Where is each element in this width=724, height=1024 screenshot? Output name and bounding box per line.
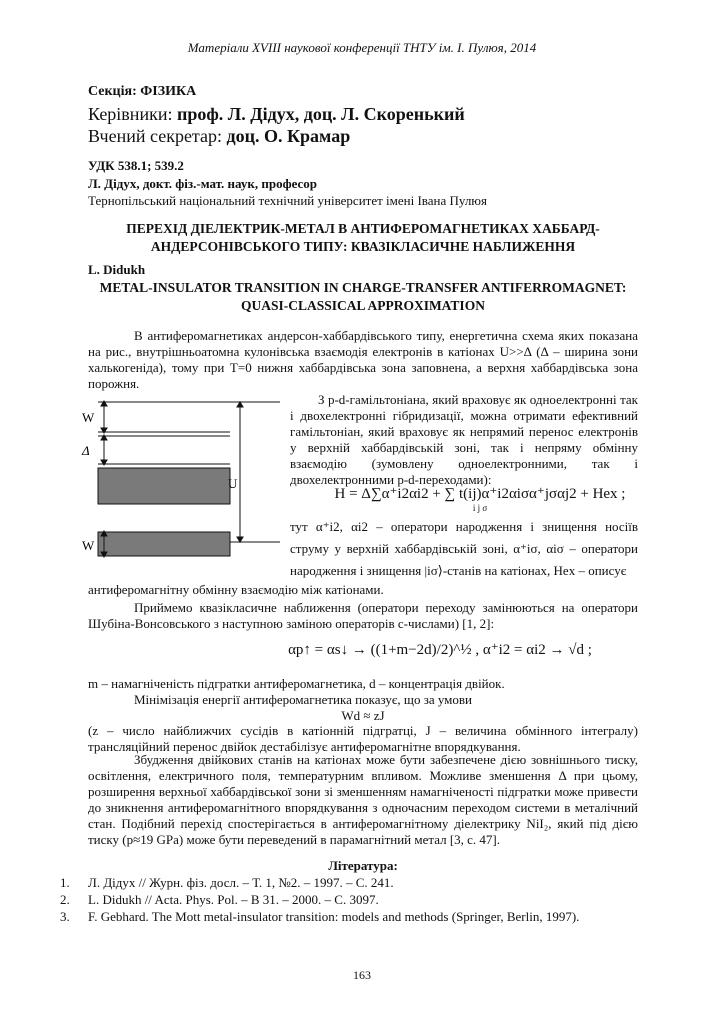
band-label-delta: Δ xyxy=(82,443,90,458)
reference-list xyxy=(60,874,650,925)
secretary-name: доц. О. Крамар xyxy=(226,126,351,146)
running-header: Матеріали XVIII наукової конференції ТНТУ ім. І. Пулюя, 2014 xyxy=(187,40,537,55)
affiliation: Тернопільський національний технічний університет імені Івана Пулюя xyxy=(88,193,487,208)
title-english: METAL-INSULATOR TRANSITION IN CHARGE-TRANSFER ANTIFERROMAGNET: QUASI-CLASSICAL APPROXIMATION xyxy=(99,280,627,313)
paragraph-operators-cont: антиферомагнітну обмінну взаємодію між катіонами. xyxy=(88,582,384,597)
leaders-line xyxy=(88,104,638,125)
paragraph-hamiltonian: З p-d-гамільтоніана, який враховує як одноелектронні так і двохелектронні гібридизації, можна отримати ефективний гамільтоніан, який враховує як непрямий перенос електронів у верхній хаббардівській зоні, так і непряму обмінну взаємодію (зумовлену одноелектронними, так і двохелектронними p-d-переходами): xyxy=(290,392,638,487)
reference-item xyxy=(60,874,650,891)
paragraph-approximation: Приймемо квазікласичне наближення (оператори переходу замінюються на оператори Шубіна-Вонсовського з наступною заміною операторів c-числами) [1, 2]: xyxy=(88,600,638,631)
reference-text: F. Gebhard. The Mott metal-insulator transition: models and methods (Springer, Berlin, 1997). xyxy=(88,909,580,924)
reference-number: 2. xyxy=(60,892,70,907)
reference-text: Л. Дідух // Журн. фіз. досл. – Т. 1, №2. – 1997. – С. 241. xyxy=(88,875,394,890)
title-ukrainian: ПЕРЕХІД ДІЕЛЕКТРИК-МЕТАЛ В АНТИФЕРОМАГНЕТИКАХ ХАББАРД-АНДЕРСОНІВСЬКОГО ТИПУ: КВАЗІКЛАСИЧНЕ НАБЛИЖЕННЯ xyxy=(126,221,600,254)
band-label-w-bottom: W xyxy=(82,538,95,553)
secretary-line xyxy=(88,126,638,147)
page-number: 163 xyxy=(353,968,371,982)
paragraph-definitions: m – намагніченість підгратки антиферомагнетика, d – концентрація двійок. xyxy=(88,676,505,691)
secretary-label: Вчений секретар: xyxy=(88,126,227,146)
author-english: L. Didukh xyxy=(88,262,146,277)
paragraph-operators: тут α⁺i2, αi2 – оператори народження і знищення носіїв струму у верхній хаббардівській зоні, α⁺iσ, αiσ – оператори народження і знищення |iσ⟩-станів на катіонах, Hex – описує xyxy=(290,519,638,578)
reference-number: 3. xyxy=(60,909,70,924)
formula-sum-index: i j σ xyxy=(472,503,488,513)
formula-approximation-text: αp↑ = αs↓ → ((1+m−2d)/2)^½ , α⁺i2 = αi2 → √d ; xyxy=(288,642,592,658)
band-label-u: U xyxy=(228,476,238,491)
udc-code: УДК 538.1; 539.2 xyxy=(88,158,184,173)
reference-text: L. Didukh // Acta. Phys. Pol. – B 31. – 2000. – С. 3097. xyxy=(88,892,379,907)
band-label-w-top: W xyxy=(82,410,95,425)
section-title: Секція: ФІЗИКА xyxy=(88,84,197,99)
leaders-label: Керівники: xyxy=(88,104,177,124)
author-line: Л. Дідух, докт. фіз.-мат. наук, професор xyxy=(88,176,318,191)
energy-band-diagram xyxy=(80,392,290,572)
reference-item xyxy=(60,908,650,925)
paragraph-condition-explanation: (z – число найближчих сусідів в катіонній підгратці, J – величина обмінного інтегралу) трансляційний перенос двійок дестабілізує антиферомагнітне впорядкування. xyxy=(88,723,638,754)
paragraph-excitation: Збудження двійкових станів на катіонах може бути забезпечене дією зовнішнього тиску, освітлення, електричного поля, температурним впливом. Можливе зменшення Δ при цьому, розширення верхньої хаббардівської зони зі зменшенням намагніченості підгратки може привести до зникнення антиферомагнітного впорядкування з одночасним переходом системи в металічний стан. Подібний перехід спостерігається в антиферомагнітному діелектрику NiI₂, який під дією тиску (p≈19 GPa) може бути переведений в парамагнітний метал [3, с. 47]. xyxy=(88,752,638,847)
formula-hamiltonian-text: H = Δ∑α⁺i2αi2 + ∑ t(ij)α⁺i2αiσα⁺jσαj2 + Hex ; xyxy=(334,486,626,502)
leaders-names: проф. Л. Дідух, доц. Л. Скоренький xyxy=(176,104,465,124)
paragraph-minimization: Мінімізація енергії антиферомагнетика показує, що за умови xyxy=(134,692,472,707)
references-heading: Література: xyxy=(328,858,398,873)
paragraph-intro: В антиферомагнетиках андерсон-хаббардівського типу, енергетична схема яких показана на рис., внутрішньоатомна кулонівська взаємодія електронів в катіонах U>>Δ (Δ – ширина зони халькогеніда), тому при T=0 нижня хаббардівська зона заповнена, а верхня хаббардівська зона порожня. xyxy=(88,328,638,391)
formula-hamiltonian xyxy=(320,484,640,513)
reference-item xyxy=(60,891,650,908)
condition-formula: Wd ≈ zJ xyxy=(341,708,385,723)
reference-number: 1. xyxy=(60,875,70,890)
